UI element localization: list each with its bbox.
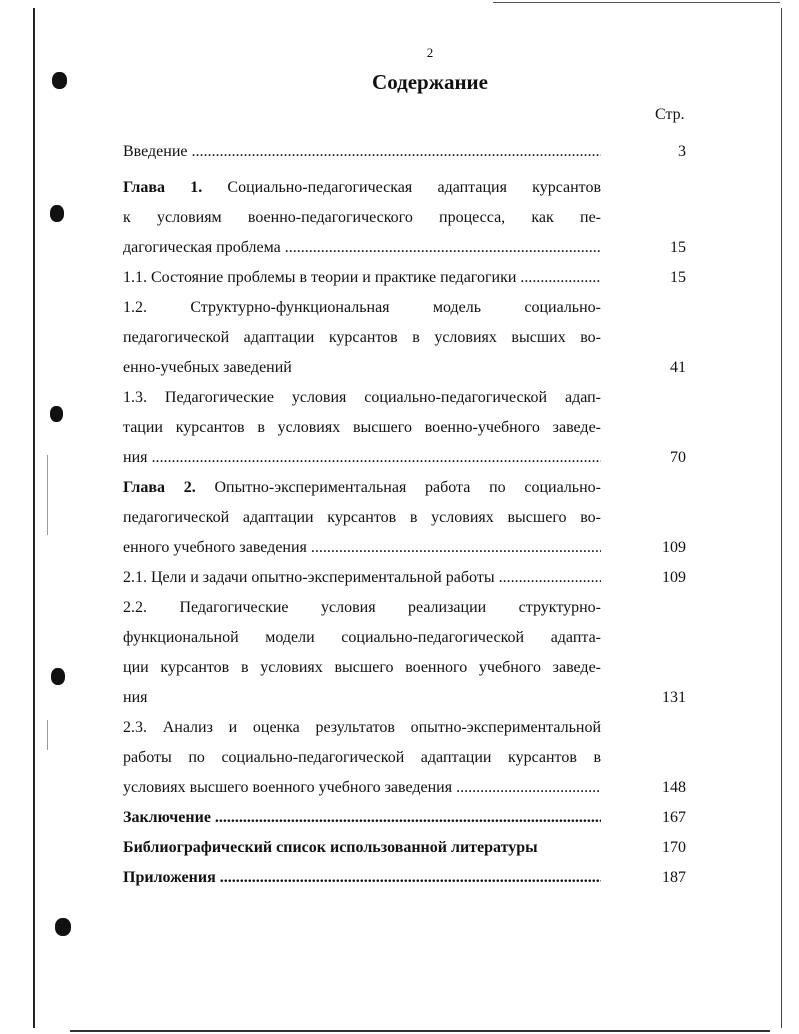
toc-entry-line: 2.3. Анализ и оценка результатов опытно-экспериментальной [123,719,601,736]
toc-entry-line: 2.2. Педагогические условия реализации структурно- [123,599,601,616]
toc-entry-page: 148 [662,779,686,796]
toc-entry-line: дагогическая проблема ..... [123,233,601,263]
scan-left-edge [33,8,35,1028]
toc-entry-page: 109 [662,539,686,556]
toc-entry-line: ния ..... [123,443,601,473]
toc-entry-page: 15 [670,269,686,286]
toc-entry-page: 41 [670,359,686,376]
toc-entry-section-1-3 [123,383,693,473]
toc-entry-text: Социально-педагогическая адаптация курсантов [227,179,601,196]
toc-entry-page: 131 [662,689,686,706]
toc-entry-section-1-1 [123,263,693,293]
toc-entry-line: к условиям военно-педагогического процесса, как пе- [123,209,601,226]
binding-hole-mark [51,668,65,685]
toc-entry-line [123,173,601,203]
toc-entry-line: енно-учебных заведений [123,359,292,376]
toc-entry-line: 1.3. Педагогические условия социально-педагогической адап- [123,389,601,406]
toc-entry-title: Введение ..... [123,137,601,167]
toc-entry-text: Опытно-экспериментальная работа по социально- [214,479,601,496]
toc-entry-line: тации курсантов в условиях высшего военно-учебного заведе- [123,419,601,436]
toc-entry-section-2-1 [123,563,693,593]
toc-entry-title: 2.1. Цели и задачи опытно-экспериментальной работы ..... [123,563,601,593]
toc-entry-section-2-3 [123,713,693,803]
toc-entry-line: функциональной модели социально-педагогической адапта- [123,629,601,646]
toc-entry-page: 70 [670,449,686,466]
toc-entry-chapter-2 [123,473,693,563]
chapter-label: Глава 1. [123,179,203,196]
toc-entry-line: условиях высшего военного учебного заведения ..... [123,773,601,803]
toc-entry-page: 15 [670,239,686,256]
page-title: Содержание [372,70,488,94]
toc-entry-line: педагогической адаптации курсантов в условиях высшего во- [123,509,601,526]
toc-entry-page: 109 [662,569,686,586]
toc-entry-page: 3 [678,143,686,160]
toc-entry-line: ния [123,689,148,706]
toc-entry-chapter-1 [123,173,693,263]
toc-entry-line [123,473,601,503]
binding-hole-mark [50,406,63,422]
toc-entry-page: 170 [662,839,686,856]
page-column-label: Стр. [655,106,685,123]
toc-entry-line: работы по социально-педагогической адаптации курсантов в [123,749,601,766]
binding-hole-mark [50,205,64,222]
toc-entry-introduction [123,137,693,167]
toc-entry-section-2-2 [123,593,693,713]
scan-artifact-line [47,455,48,535]
scan-top-edge [493,2,780,3]
toc-entry-line: енного учебного заведения ..... [123,533,601,563]
chapter-label: Глава 2. [123,479,196,496]
toc-entry-page: 167 [662,809,686,826]
toc-entry-line: ции курсантов в условиях высшего военного учебного заведе- [123,659,601,676]
binding-hole-mark [55,918,71,936]
toc-entry-title: Заключение ..... [123,803,601,833]
toc-entry-appendices [123,863,693,893]
toc-entry-conclusion [123,803,693,833]
table-of-contents [123,137,693,893]
page-number: 2 [426,45,434,60]
toc-entry-title: Библиографический список использованной литературы [123,839,538,856]
toc-entry-page: 187 [662,869,686,886]
toc-entry-title: Приложения ..... [123,863,601,893]
toc-entry-section-1-2 [123,293,693,383]
toc-entry-line: педагогической адаптации курсантов в условиях высших во- [123,329,601,346]
scan-artifact-line [47,720,48,750]
scan-right-edge [781,8,782,1028]
scan-bottom-edge [70,1030,770,1032]
toc-entry-bibliography [123,833,693,863]
toc-entry-title: 1.1. Состояние проблемы в теории и практике педагогики ..... [123,263,601,293]
toc-entry-line: 1.2. Структурно-функциональная модель социально- [123,299,601,316]
